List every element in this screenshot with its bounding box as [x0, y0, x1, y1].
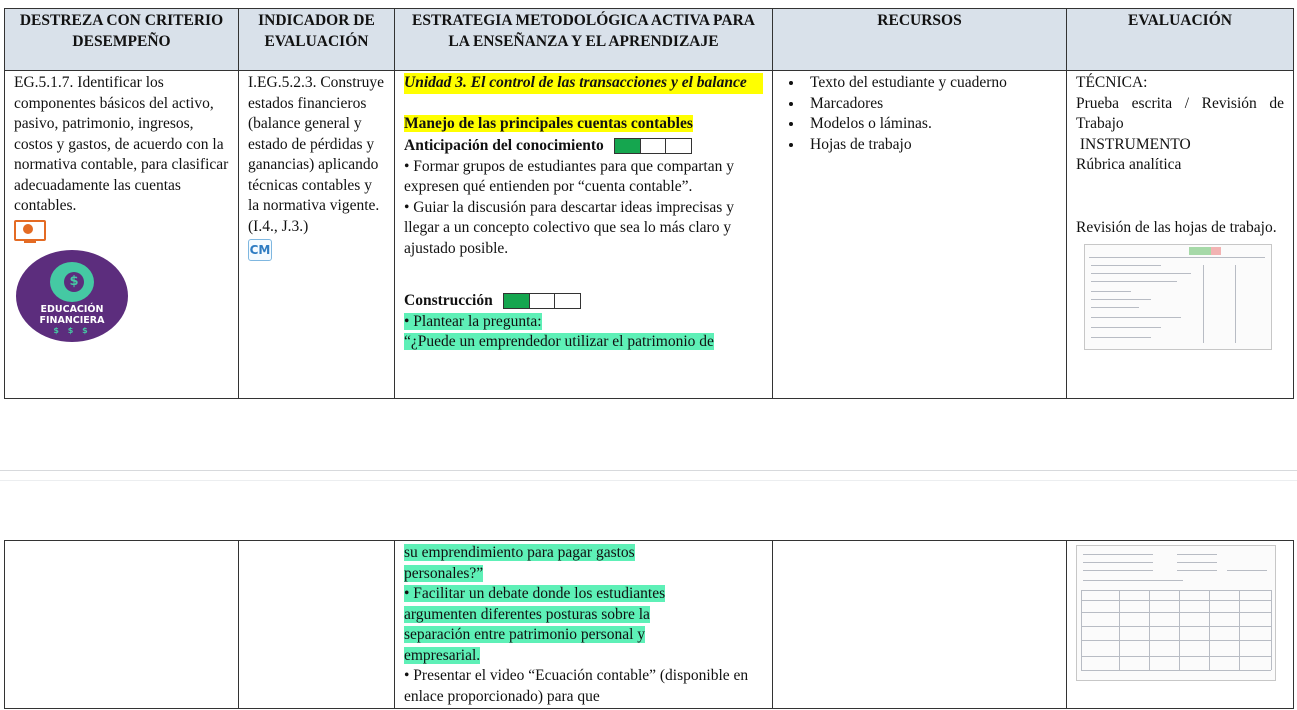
construccion-bullet-2: • Facilitar un debate donde los estudiantes argumenten diferentes posturas sobre la separación entre patrimonio personal y empresarial. [404, 585, 666, 664]
anticipacion-heading [404, 136, 763, 157]
continuation-row [5, 541, 1294, 709]
header-destreza: DESTREZA CON CRITERIO DESEMPEÑO [5, 9, 239, 71]
dollar-icon: $ [64, 272, 84, 292]
construccion-progress [503, 293, 581, 309]
recurso-item: • Texto del estudiante y cuaderno [804, 73, 1057, 94]
instrumento-value: Rúbrica analítica [1076, 156, 1182, 173]
recursos-list [782, 73, 1057, 155]
financial-education-badge [16, 250, 128, 342]
construccion-question-part2: su emprendimiento para pagar gastos personales?” [404, 544, 635, 582]
unidad-text: Unidad 3. El control de las transacciones y el balance [404, 74, 747, 91]
recurso-item: • Marcadores [804, 94, 1057, 115]
estrategia-cell-cont [395, 541, 773, 709]
header-evaluacion: EVALUACIÓN [1067, 9, 1294, 71]
planning-table-page1 [4, 8, 1294, 399]
construccion-title: Construcción [404, 292, 493, 309]
indicador-cell-cont [239, 541, 395, 709]
page-break-line [0, 470, 1297, 471]
header-estrategia: ESTRATEGIA METODOLÓGICA ACTIVA PARA LA ENSEÑANZA Y EL APRENDIZAJE [395, 9, 773, 71]
destreza-text: EG.5.1.7. Identificar los componentes básicos del activo, pasivo, patrimonio, ingresos, costos y gastos, de acuerdo con la normativa contable, para clasificar adecuadamente las cuentas contables. [14, 74, 229, 214]
recurso-item: • Modelos o láminas. [804, 114, 1057, 135]
evaluacion-cell [1067, 71, 1294, 399]
recurso-item: • Hojas de trabajo [804, 135, 1057, 156]
estrategia-cell [395, 71, 773, 399]
anticipacion-progress [614, 138, 692, 154]
content-row [5, 71, 1294, 399]
worksheet-thumbnail [1084, 244, 1272, 350]
planning-table-page2 [4, 540, 1294, 709]
badge-line3: $ $ $ [53, 325, 91, 335]
indicador-cell [239, 71, 395, 399]
construccion-bullet-1: • Plantear la pregunta: [404, 312, 542, 330]
cm-icon: CM [248, 239, 272, 261]
evaluacion-cell-cont [1067, 541, 1294, 709]
anticipacion-bullet-2: • Guiar la discusión para descartar ideas imprecisas y llegar a un concepto colectivo que sea lo más claro y ajustado posible. [404, 198, 734, 257]
indicador-text: I.EG.5.2.3. Construye estados financieros (balance general y estado de pérdidas y ganancias) aplicando técnicas contables y la normativa vigente. (I.4., J.3.) [248, 74, 385, 235]
destreza-cell-cont [5, 541, 239, 709]
unidad-title [404, 73, 763, 94]
construccion-bullet-3: • Presentar el video “Ecuación contable” (disponible en enlace proporcionado) para que [404, 667, 749, 705]
construccion-heading [404, 291, 763, 312]
construccion-question-part1: “¿Puede un emprendedor utilizar el patrimonio de [404, 333, 714, 350]
anticipacion-title: Anticipación del conocimiento [404, 137, 604, 154]
destreza-cell [5, 71, 239, 399]
page-break-line-2 [0, 480, 1297, 481]
header-indicador: INDICADOR DE EVALUACIÓN [239, 9, 395, 71]
tecnica-value: Prueba escrita / Revisión de Trabajo [1076, 94, 1284, 132]
badge-line1: EDUCACIÓN [40, 303, 104, 315]
tecnica-label: TÉCNICA: [1076, 74, 1148, 91]
recursos-cell-cont [773, 541, 1067, 709]
header-row [5, 9, 1294, 71]
monitor-play-icon [14, 220, 44, 244]
recursos-cell [773, 71, 1067, 399]
instrumento-label: INSTRUMENTO [1076, 135, 1191, 153]
rubric-thumbnail [1076, 545, 1276, 681]
header-recursos: RECURSOS [773, 9, 1067, 71]
manejo-text: Manejo de las principales cuentas contables [404, 114, 693, 132]
anticipacion-bullet-1: • Formar grupos de estudiantes para que compartan y expresen qué entienden por “cuenta contable”. [404, 157, 734, 195]
badge-line2: FINANCIERA [39, 314, 105, 326]
manejo-title [404, 114, 763, 135]
revision-text: Revisión de las hojas de trabajo. [1076, 218, 1277, 236]
